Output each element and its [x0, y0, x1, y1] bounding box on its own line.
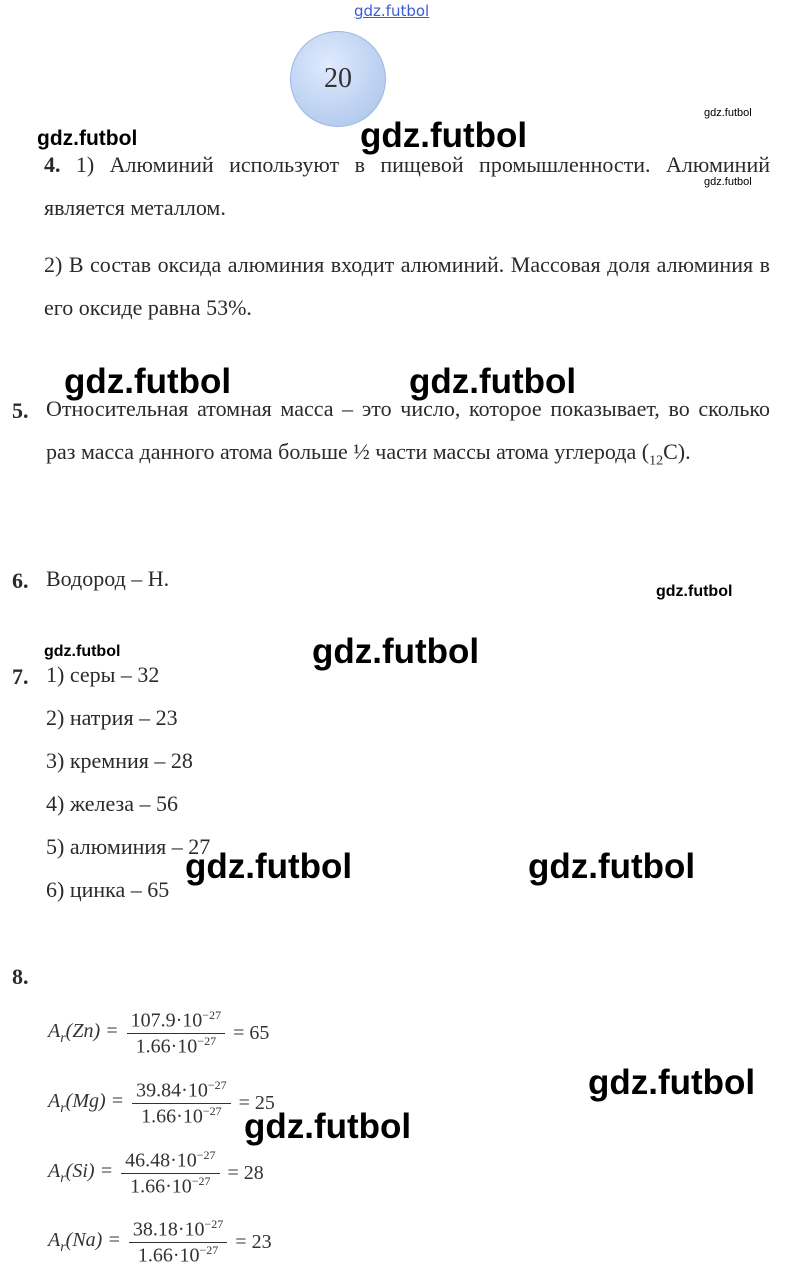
watermark: gdz.futbol [37, 127, 138, 150]
watermark: gdz.futbol [244, 1107, 412, 1146]
task-4-part-1 [44, 143, 770, 229]
list-item: 5) алюминия – 27 [46, 834, 211, 859]
formula-mg: $A_r(Mg)$ = $\frac{39.84\cdot 10^{-27}}{1.66\cdot 10^{-27}}$ = 25 [48, 1078, 275, 1128]
watermark: gdz.futbol [656, 583, 733, 600]
watermark: gdz.futbol [528, 847, 696, 886]
list-item: 1) серы – 32 [46, 662, 160, 687]
formula-zn: $A_r(Zn)$ = $\frac{107.9\cdot 10^{-27}}{1.66\cdot 10^{-27}}$ = 65 [48, 1008, 270, 1058]
list-item: 2) натрия – 23 [46, 705, 178, 730]
task-7-list [46, 653, 210, 911]
watermark: gdz.futbol [312, 632, 480, 671]
watermark: gdz.futbol [704, 176, 752, 188]
formula-na: $A_r(Na)$ = $\frac{38.18\cdot 10^{-27}}{1.66\cdot 10^{-27}}$ = 23 [48, 1217, 272, 1267]
site-link[interactable]: gdz.futbol [354, 2, 430, 20]
watermark: gdz.futbol [64, 362, 232, 401]
watermark: gdz.futbol [704, 107, 752, 119]
task-4 [44, 143, 770, 329]
watermark: gdz.futbol [44, 643, 121, 660]
task-6-number: 6. [12, 568, 29, 593]
watermark: gdz.futbol [360, 116, 528, 155]
watermark: gdz.futbol [588, 1063, 756, 1102]
watermark: gdz.futbol [185, 847, 353, 886]
watermark: gdz.futbol [409, 362, 577, 401]
page-number: 20 [324, 63, 352, 94]
list-item: 4) железа – 56 [46, 791, 178, 816]
list-item: 3) кремния – 28 [46, 748, 193, 773]
task-5-number: 5. [12, 398, 29, 423]
task-4-part-2: 2) В состав оксида алюминия входит алюминий. Массовая доля алюминия в его оксиде равна 53%. [44, 252, 770, 320]
task-7-number: 7. [12, 664, 29, 689]
list-item: 6) цинка – 65 [46, 877, 170, 902]
task-5-text: Относительная атомная масса – это число, которое показывает, во сколько раз масса данного атома больше ½ части массы атома углерода $(_{12}C)$. [46, 396, 770, 469]
task-4-number: 4. [44, 152, 61, 177]
task-8-number: 8. [12, 964, 29, 989]
task-4-part-1-text: 1) Алюминий используют в пищевой промышленности. Алюминий является металлом. [44, 152, 770, 220]
task-6-text: Водород – Н. [46, 566, 170, 591]
page-number-badge [290, 31, 386, 127]
formula-si: $A_r(Si)$ = $\frac{46.48\cdot 10^{-27}}{1.66\cdot 10^{-27}}$ = 28 [48, 1148, 264, 1198]
